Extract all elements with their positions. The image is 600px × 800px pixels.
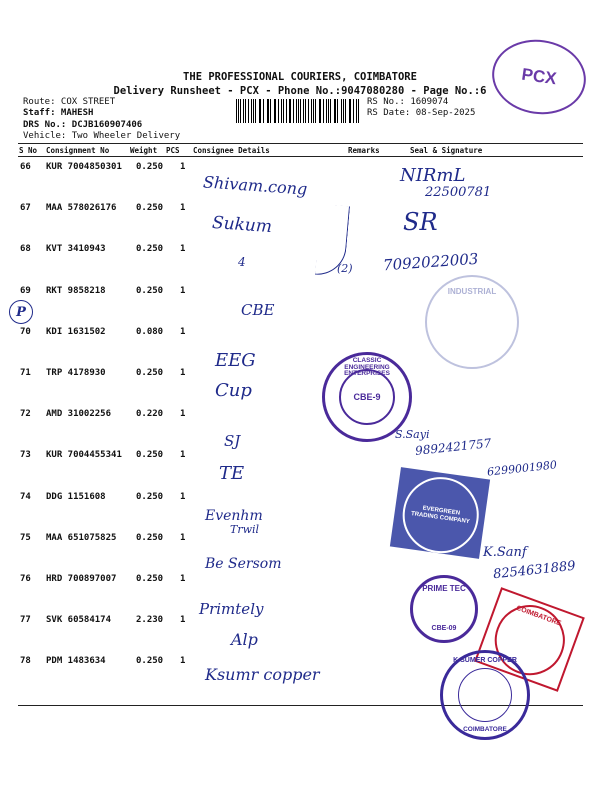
hw-consignee-69: CBE (241, 301, 275, 319)
evergreen-stamp-text: EVERGREEN TRADING COMPANY (410, 505, 471, 526)
row-consignment: SVK 60584174 (46, 615, 112, 626)
row-weight: 0.220 (136, 409, 164, 420)
col-remarks: Remarks (348, 146, 380, 155)
barcode-bar (353, 99, 354, 123)
barcode-bar (337, 99, 338, 123)
row-consignment: TRP 4178930 (46, 368, 106, 378)
rs-date: RS Date: 08-Sep-2025 (367, 108, 476, 118)
hw-consignee-75: Be Sersom (205, 556, 282, 572)
row-weight: 0.080 (136, 326, 164, 337)
row-consignment: KUR 7004850301 (46, 162, 122, 172)
hw-consignee-77: Alp (231, 630, 258, 649)
classic-engineering-stamp (322, 352, 412, 442)
pcx-stamp-text: PCX (520, 64, 558, 89)
row-consignment: MAA 578026176 (46, 203, 117, 214)
industrial-stamp (425, 275, 519, 369)
drs-value: DCJB160907406 (71, 120, 143, 130)
row-sno: 75 (20, 532, 31, 543)
hw-consignee-72: SJ (224, 432, 241, 450)
hw-sign-73: 6299001980 (486, 458, 558, 479)
row-consignment: KUR 7004455341 (46, 450, 122, 461)
row-pcs: 1 (180, 574, 186, 584)
row-pcs: 1 (180, 368, 186, 378)
row-pcs: 1 (180, 162, 186, 172)
hw-sign-75a: K.Sanf (483, 545, 527, 560)
row-sno: 70 (20, 326, 31, 337)
barcode-bar (305, 99, 306, 123)
hw-sign-66a: NIRmL (400, 165, 466, 186)
barcode-bar (245, 99, 246, 123)
row-sno: 74 (20, 491, 31, 502)
barcode-bar (259, 99, 260, 123)
row-sno: 77 (20, 615, 31, 626)
row-pcs: 1 (180, 615, 186, 626)
barcode-bar (296, 99, 297, 123)
hw-sign-72a: S.Sayi (395, 428, 430, 441)
red-stamp-text: COIMBATORE (515, 604, 562, 628)
prime-stamp-ring-text: PRIME TEC (422, 584, 466, 593)
row-weight: 0.250 (136, 368, 164, 378)
company-title: THE PROFESSIONAL COURIERS, COIMBATORE (183, 71, 417, 83)
classic-stamp-ring-text: CLASSIC ENGINEERING ENTERPRISES (344, 357, 390, 377)
hw-sign-67: SR (403, 208, 438, 236)
row-weight: 0.250 (136, 450, 164, 461)
hw-consignee-67: Sukum (211, 212, 273, 238)
col-seal: Seal & Signature (410, 146, 483, 155)
circled-p-text: P (16, 304, 26, 320)
row-pcs: 1 (180, 450, 186, 461)
drs-label: DRS No.: (23, 120, 67, 130)
runsheet-subtitle: Delivery Runsheet - PCX - Phone No.:9047080280 - Page No.:6 (113, 85, 487, 97)
row-consignment: KVT 3410943 (46, 244, 106, 255)
col-consignment: Consignment No (46, 146, 110, 155)
barcode-bar (278, 99, 279, 123)
hw-consignee-68: 4 (238, 255, 246, 269)
evergreen-stamp-ring (398, 472, 484, 558)
row-sno: 76 (20, 574, 31, 584)
vehicle-text: Vehicle: Two Wheeler Delivery (23, 131, 181, 141)
row-weight: 0.250 (136, 532, 164, 543)
row-weight: 2.230 (136, 615, 164, 626)
row-weight: 0.250 (136, 203, 164, 214)
row-sno: 78 (20, 656, 31, 667)
row-consignment: RKT 9858218 (46, 285, 106, 296)
row-sno: 67 (20, 203, 31, 214)
header-bottom-rule (18, 156, 583, 157)
drs-number (23, 120, 142, 130)
barcode-bar (270, 99, 271, 123)
barcode-bar (283, 99, 284, 123)
table-row (0, 241, 600, 282)
hw-consignee-78: Ksumr copper (205, 665, 320, 684)
barcode-bar (236, 99, 237, 123)
pcx-stamp (487, 34, 590, 120)
circled-p-mark (9, 300, 33, 324)
ksumer-stamp-bottom-text: COIMBATORE (463, 726, 507, 733)
row-pcs: 1 (180, 491, 186, 502)
row-weight: 0.250 (136, 574, 164, 584)
hw-consignee-74a: Evenhm (205, 508, 263, 524)
barcode-bar (330, 99, 331, 123)
row-weight: 0.250 (136, 656, 164, 667)
hw-sign-72b: 9892421757 (414, 436, 492, 458)
barcode-bar (350, 99, 351, 123)
row-consignment: KDI 1631502 (46, 326, 106, 337)
col-weight: Weight (130, 146, 158, 155)
route-text: Route: COX STREET (23, 97, 116, 107)
table-row (0, 406, 600, 447)
row-sno: 69 (20, 285, 31, 296)
hw-sign-66b: 22500781 (425, 185, 492, 200)
barcode-bar (311, 99, 312, 123)
classic-stamp-center-text: CBE-9 (353, 392, 381, 402)
row-pcs: 1 (180, 244, 186, 255)
ksumer-copper-stamp (440, 650, 530, 740)
row-consignment: AMD 31002256 (46, 409, 112, 420)
col-consignee: Consignee Details (193, 146, 270, 155)
hw-consignee-74b: Trwil (230, 523, 260, 536)
evergreen-stamp (390, 467, 490, 559)
row-sno: 72 (20, 409, 31, 420)
staff-text: Staff: MAHESH (23, 108, 94, 118)
barcode-bar (286, 99, 287, 123)
hw-sign-68: 7092022003 (382, 249, 479, 275)
row-weight: 0.250 (136, 162, 164, 172)
header-top-rule (18, 143, 583, 144)
row-pcs: 1 (180, 326, 186, 337)
row-pcs: 1 (180, 532, 186, 543)
table-row (0, 365, 600, 406)
barcode-bar (326, 99, 327, 123)
table-row (0, 200, 600, 241)
table-row (0, 489, 600, 530)
barcode-bar (243, 99, 244, 123)
row-consignment: HRD 700897007 (46, 574, 117, 584)
col-sno: S No (19, 146, 38, 155)
rs-number: RS No.: 1609074 (367, 97, 449, 107)
hw-consignee-70: EEG (215, 350, 256, 371)
hw-consignee-66: Shivam.cong (202, 172, 308, 199)
barcode-bar (343, 99, 344, 123)
row-pcs: 1 (180, 285, 186, 296)
hw-consignee-71: Cup (215, 380, 252, 401)
hw-consignee-73: TE (219, 463, 245, 484)
row-consignment: PDM 1483634 (46, 656, 106, 667)
row-sno: 71 (20, 368, 31, 378)
row-sno: 66 (20, 162, 31, 172)
hw-consignee-68b: (2) (337, 262, 353, 275)
barcode-bar (263, 99, 264, 123)
row-weight: 0.250 (136, 491, 164, 502)
row-weight: 0.250 (136, 285, 164, 296)
industrial-stamp-text: INDUSTRIAL (447, 287, 497, 296)
col-pcs: PCS (166, 146, 180, 155)
row-pcs: 1 (180, 656, 186, 667)
prime-tec-stamp (410, 575, 478, 643)
hw-consignee-76: Primtely (199, 600, 264, 618)
row-consignment: DDG 1151608 (46, 491, 106, 502)
prime-stamp-center-text: CBE-09 (431, 625, 457, 632)
barcode-bar (319, 99, 320, 123)
row-weight: 0.250 (136, 244, 164, 255)
row-consignment: MAA 651075825 (46, 532, 117, 543)
barcode (236, 99, 360, 123)
hw-sign-75b: 8254631889 (492, 558, 577, 583)
barcode-bar (303, 99, 304, 123)
ksumer-stamp-ring-text: K SUMER COPPER (453, 657, 517, 664)
barcode-bar (255, 99, 256, 123)
row-pcs: 1 (180, 203, 186, 214)
row-sno: 73 (20, 450, 31, 461)
row-sno: 68 (20, 244, 31, 255)
row-pcs: 1 (180, 409, 186, 420)
